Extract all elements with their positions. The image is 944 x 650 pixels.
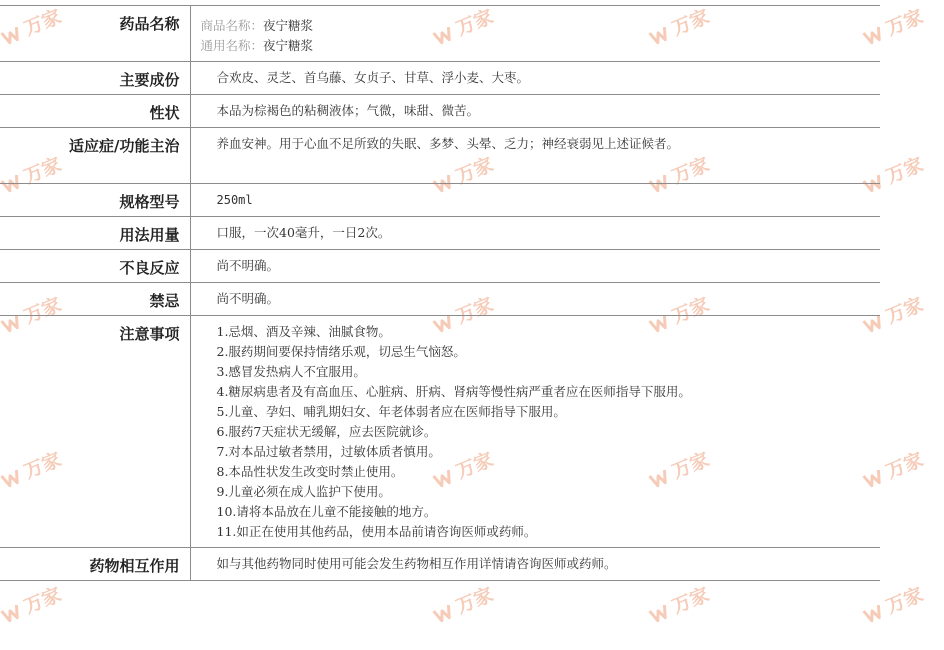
row-label: 不良反应: [0, 250, 190, 283]
row-label: 性状: [0, 95, 190, 128]
row-value: 口服，一次40毫升，一日2次。: [190, 217, 880, 250]
table-row: [0, 217, 880, 250]
row-value: 养血安神。用于心血不足所致的失眠、多梦、头晕、乏力；神经衰弱见上述证候者。: [190, 128, 880, 184]
trade-name-line: [201, 16, 881, 36]
generic-name-key: 通用名称：: [200, 38, 264, 53]
watermark-text: 万家: [669, 5, 713, 41]
watermark-text: 万家: [883, 5, 927, 41]
list-item: 3.感冒发热病人不宜服用。: [216, 364, 366, 379]
generic-name-line: [201, 36, 881, 56]
list-item: 5.儿童、孕妇、哺乳期妇女、年老体弱者应在医师指导下服用。: [216, 404, 566, 419]
watermark-text: 万家: [669, 293, 713, 329]
row-label: 禁忌: [0, 283, 190, 316]
trade-name: 夜宁糖浆: [263, 18, 314, 33]
list-item: 11.如正在使用其他药品，使用本品前请咨询医师或药师。: [216, 524, 537, 539]
watermark-text: 万家: [21, 583, 65, 619]
watermark-text: 万家: [883, 448, 927, 484]
list-item: 1.忌烟、酒及辛辣、油腻食物。: [216, 324, 391, 339]
table-row: [0, 95, 880, 128]
watermark-text: 万家: [669, 153, 713, 189]
list-item: 4.糖尿病患者及有高血压、心脏病、肝病、肾病等慢性病严重者应在医师指导下服用。: [216, 384, 691, 399]
row-value: 250ml: [190, 184, 880, 217]
watermark-text: 万家: [453, 448, 497, 484]
row-label: 适应症/功能主治: [0, 128, 190, 184]
watermark-text: 万家: [453, 293, 497, 329]
w-logo-icon: [648, 600, 675, 625]
list-item: 9.儿童必须在成人监护下使用。: [216, 484, 391, 499]
row-value: 本品为棕褐色的粘稠液体；气微，味甜、微苦。: [190, 95, 880, 128]
table-row: [0, 548, 880, 581]
watermark-text: 万家: [21, 293, 65, 329]
table-row: [0, 62, 880, 95]
row-value: 合欢皮、灵芝、首乌藤、女贞子、甘草、浮小麦、大枣。: [190, 62, 880, 95]
table-row: [0, 6, 880, 62]
generic-name: 夜宁糖浆: [263, 38, 314, 53]
table-row: [0, 316, 880, 548]
row-value: [190, 6, 880, 62]
row-label: 药物相互作用: [0, 548, 190, 581]
watermark-text: 万家: [21, 5, 65, 41]
list-item: 7.对本品过敏者禁用，过敏体质者慎用。: [216, 444, 441, 459]
row-label: 注意事项: [0, 316, 190, 548]
watermark-logo: [860, 576, 943, 628]
list-item: 8.本品性状发生改变时禁止使用。: [216, 464, 404, 479]
row-label: 药品名称: [0, 6, 190, 62]
table-row: [0, 128, 880, 184]
watermark-text: 万家: [669, 583, 713, 619]
table-row: [0, 283, 880, 316]
row-label: 主要成份: [0, 62, 190, 95]
row-value: 尚不明确。: [190, 283, 880, 316]
row-label: 用法用量: [0, 217, 190, 250]
list-item: 6.服药7天症状无缓解，应去医院就诊。: [216, 424, 437, 439]
watermark-text: 万家: [453, 583, 497, 619]
watermark-text: 万家: [453, 153, 497, 189]
watermark-text: 万家: [883, 293, 927, 329]
row-label: 规格型号: [0, 184, 190, 217]
watermark-text: 万家: [883, 583, 927, 619]
watermark-logo: [0, 576, 82, 628]
list-item: 10.请将本品放在儿童不能接触的地方。: [216, 504, 437, 519]
w-logo-icon: [0, 600, 27, 625]
table-row: [0, 250, 880, 283]
watermark-text: 万家: [453, 5, 497, 41]
precautions-list: [217, 322, 881, 542]
table-row: [0, 184, 880, 217]
watermark-text: 万家: [21, 153, 65, 189]
w-logo-icon: [432, 600, 459, 625]
drug-info-table: [0, 5, 880, 581]
w-logo-icon: [862, 600, 889, 625]
trade-name-key: 商品名称：: [200, 18, 264, 33]
watermark-logo: [430, 576, 513, 628]
row-value: 尚不明确。: [190, 250, 880, 283]
row-value: [190, 316, 880, 548]
list-item: 2.服药期间要保持情绪乐观，切忌生气恼怒。: [216, 344, 466, 359]
watermark-text: 万家: [883, 153, 927, 189]
watermark-text: 万家: [669, 448, 713, 484]
row-value: 如与其他药物同时使用可能会发生药物相互作用详情请咨询医师或药师。: [190, 548, 880, 581]
watermark-logo: [646, 576, 729, 628]
watermark-text: 万家: [21, 448, 65, 484]
